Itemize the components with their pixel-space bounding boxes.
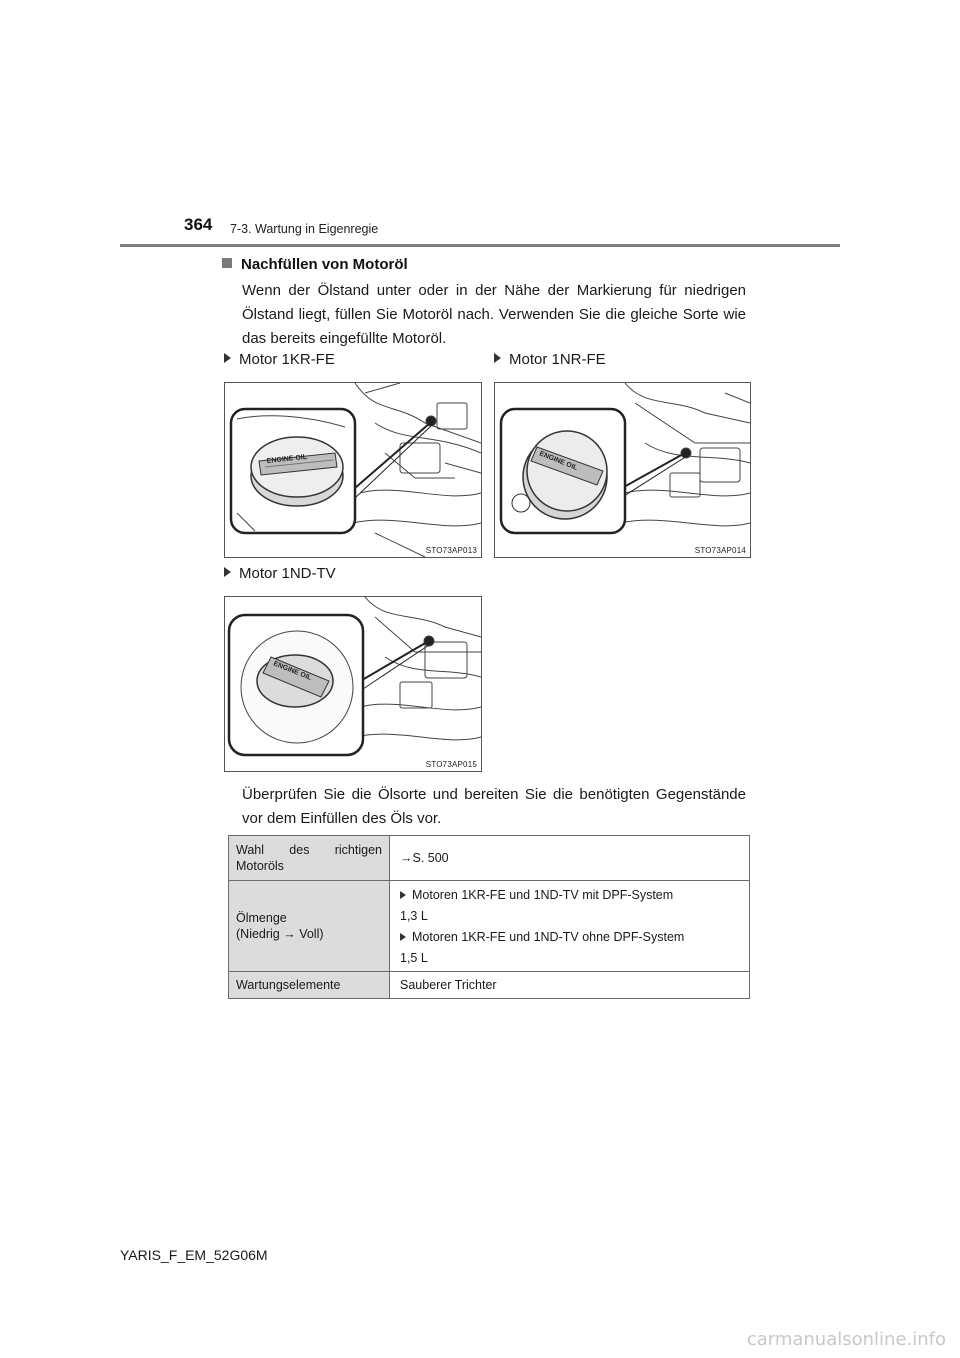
figure-label-1kr — [224, 351, 335, 368]
figure-label-text: Motor 1ND-TV — [239, 565, 336, 582]
section-heading — [222, 256, 408, 273]
cap-label: ENGINE OIL — [266, 453, 308, 465]
table-value-cell — [390, 881, 750, 972]
square-bullet-icon — [222, 258, 232, 268]
table-value-cell — [390, 972, 750, 999]
oil-capacity-item — [400, 886, 740, 904]
triangle-bullet-icon — [400, 891, 406, 899]
engine-bay-illustration — [495, 383, 750, 557]
engine-bay-illustration — [225, 597, 481, 771]
figure-label-1nr — [494, 351, 606, 368]
figure-code: STO73AP014 — [694, 546, 746, 555]
item-title: Motoren 1KR-FE und 1ND-TV mit DPF-System — [412, 887, 674, 902]
table-label: Wahl des richtigen Motoröls — [236, 843, 382, 873]
table-label-sub: (Niedrig → Voll) — [236, 927, 324, 941]
item-title: Motoren 1KR-FE und 1ND-TV ohne DPF-System — [412, 929, 685, 944]
page-reference-link[interactable]: →S. 500 — [400, 851, 449, 865]
table-row — [229, 972, 750, 999]
intro-paragraph: Wenn der Ölstand unter oder in der Nähe der Markierung für niedrigen Ölstand liegt, füllen Sie Motoröl nach. Verwenden Sie die gleiche Sorte wie das bereits eingefüllte Motoröl. — [242, 282, 746, 347]
figure-1kr-fe — [224, 382, 482, 558]
figure-label-text: Motor 1KR-FE — [239, 351, 335, 368]
table-value-cell — [390, 836, 750, 881]
running-head: 7-3. Wartung in Eigenregie — [230, 222, 379, 236]
table-label: Ölmenge — [236, 911, 287, 925]
page-number: 364 — [184, 215, 213, 234]
item-amount: 1,5 L — [400, 950, 428, 965]
outro-paragraph: Überprüfen Sie die Ölsorte und bereiten Sie die benötigten Gegenstände vor dem Einfüllen des Öls vor. — [242, 786, 746, 827]
triangle-bullet-icon — [224, 567, 231, 577]
table-label-cell — [229, 972, 390, 999]
oil-capacity-item — [400, 928, 740, 946]
figure-label-1nd — [224, 565, 336, 582]
triangle-bullet-icon — [224, 353, 231, 363]
item-amount: 1,3 L — [400, 908, 428, 923]
table-row — [229, 836, 750, 881]
header-rule — [120, 244, 840, 247]
cap-label: ENGINE OIL — [538, 450, 579, 473]
section-heading-text: Nachfüllen von Motoröl — [241, 256, 408, 273]
figure-label-text: Motor 1NR-FE — [509, 351, 606, 368]
table-label-cell — [229, 881, 390, 972]
figure-1nd-tv — [224, 596, 482, 772]
triangle-bullet-icon — [400, 933, 406, 941]
table-label: Wartungselemente — [236, 978, 341, 992]
engine-bay-illustration — [225, 383, 481, 557]
spec-table — [228, 835, 750, 999]
document-id: YARIS_F_EM_52G06M — [120, 1247, 268, 1263]
figure-code: STO73AP015 — [425, 760, 477, 769]
table-row — [229, 881, 750, 972]
table-label-cell — [229, 836, 390, 881]
watermark: carmanualsonline.info — [746, 1329, 946, 1350]
cap-label: ENGINE OIL — [272, 660, 313, 683]
figure-1nr-fe — [494, 382, 751, 558]
triangle-bullet-icon — [494, 353, 501, 363]
figure-code: STO73AP013 — [425, 546, 477, 555]
table-value: Sauberer Trichter — [400, 978, 497, 992]
